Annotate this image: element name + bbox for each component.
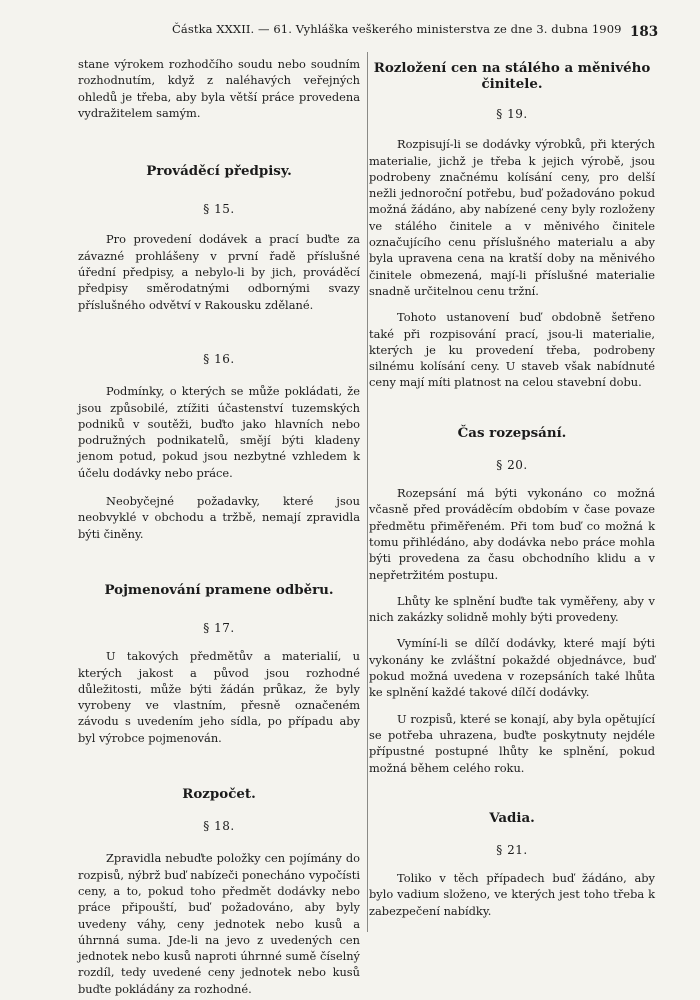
page-number: 183 (630, 24, 659, 40)
paragraph-16b: Neobyčejné požadavky, které jsou neobvyklé v obchodu a tržbě, nemají zpravidla býti činěny. (78, 494, 360, 541)
section-20: § 20. (496, 457, 528, 472)
left-column (78, 56, 360, 997)
running-header (0, 22, 700, 42)
heading-provadeci-predpisy: Prováděcí předpisy. (146, 163, 292, 180)
heading-vadia: Vadia. (489, 809, 535, 826)
paragraph-19b: Tohoto ustanovení buď obdobně šetřeno také při rozpisování prací, jsou-li materialie, kterých je ku provedení třeba, podrobeny silnému kolísání ceny. U staveb však nabídnuté ceny mají míti platnost na celou stavební dobu. (369, 310, 655, 390)
paragraph-16a: Podmínky, o kterých se může pokládati, že jsou způsobilé, ztížiti účastenství tuzemských podniků v soutěži, buďto jako hlavních nebo podružných podnikatelů, smějí býti kladeny jenom potud, pokud jsou nezbytné vzhledem k účelu dodávky nebo práce. (78, 384, 360, 480)
paragraph-19a: Rozpisují-li se dodávky výrobků, při kterých materialie, jichž je třeba k jejich výrobě, jsou podrobeny značnému kolísání ceny, pro delší nežli jednoroční potřebu, buď požadováno pokud možná žádáno, aby nabízené ceny byly rozloženy ve stálého činitele a v měnivého činitele označujícího cenu příslušného materialu a aby byla upravena cena na kratší doby na měnivého činitele obmezená, mají-li příslušné materialie snadně určitelnou cenu tržní. (369, 137, 655, 298)
section-21: § 21. (496, 842, 528, 857)
section-16: § 16. (203, 351, 235, 366)
heading-cas-rozepsani: Čas rozepsání. (457, 424, 567, 441)
header-title: Částka XXXII. — 61. Vyhláška veškerého ministerstva ze dne 3. dubna 1909 (172, 22, 622, 36)
section-18: § 18. (203, 819, 235, 834)
paragraph-20a: Rozepsání má býti vykonáno co možná včasně před prováděcím obdobím v čase povaze předmětu přiměřeném. Při tom buď co možná k tomu přihlédáno, aby dodávka nebo práce mohla býti provedena za času obchodního klidu a v nepřetržitém postupu. (369, 486, 655, 582)
paragraph-20b: Lhůty ke splnění buďte tak vyměřeny, aby v nich zakázky solidně mohly býti provedeny. (369, 593, 655, 625)
heading-pojmenovani: Pojmenování pramene odběru. (104, 581, 334, 598)
paragraph-17: U takových předmětův a materialií, u kterých jakost a původ jsou rozhodné důležitosti, může býti žádán průkaz, že byly vyrobeny ve vlastním, přesně označeném závodu s uvedením jeho sídla, po případu aby byl výrobce pojmenován. (78, 649, 360, 745)
section-15: § 15. (203, 202, 235, 217)
paragraph-20d: U rozpisů, které se konají, aby byla opětující se potřeba uhrazena, buďte poskytnuty nejdéle přípustné postupné lhůty ke splnění, pokud možná během celého roku. (369, 711, 655, 775)
right-column (369, 56, 655, 919)
paragraph-21: Toliko v těch případech buď žádáno, aby bylo vadium složeno, ve kterých jest toho třeba k zabezpečení nabídky. (369, 871, 655, 918)
paragraph-18: Zpravidla nebuďte položky cen pojímány do rozpisů, nýbrž buď nabízeči ponecháno vypočísti ceny, a to, pokud toho předmět dodávky nebo práce připouští, buď požadováno, aby byly uvedeny váhy, ceny jednotek nebo kusů a úhrnná suma. Jde-li na jevo z uvedených cen jednotek nebo kusů naproti úhrnné sumě číselný rozdíl, tedy uvedené ceny jednotek nebo kusů buďte pokládány za rozhodné. (78, 851, 360, 996)
heading-rozpocet: Rozpočet. (182, 786, 256, 803)
section-17: § 17. (203, 620, 235, 635)
column-divider (367, 52, 368, 932)
paragraph-15: Pro provedení dodávek a prací buďte za závazné prohlášeny v první řadě příslušné úřední předpisy, a nebylo-li by jich, prováděcí předpisy směrodatnými odbornými svazy příslušného odvětví v Rakousku zdělané. (78, 232, 360, 312)
paragraph-20c: Vymíní-li se dílčí dodávky, které mají býti vykonány ke zvláštní pokaždé objednávce, buď pokud možná uvedena v rozepsáních také lhůta ke splnění každé takové dílčí dodávky. (369, 636, 655, 700)
heading-rozlozeni-cen: Rozložení cen na stálého a měnivého činitele. (373, 60, 651, 92)
intro-paragraph: stane výrokem rozhodčího soudu nebo soudním rozhodnutím, když z naléhavých veřejných ohledů je třeba, aby byla větší práce provedena vydražitelem samým. (78, 57, 360, 120)
section-19: § 19. (496, 107, 528, 121)
